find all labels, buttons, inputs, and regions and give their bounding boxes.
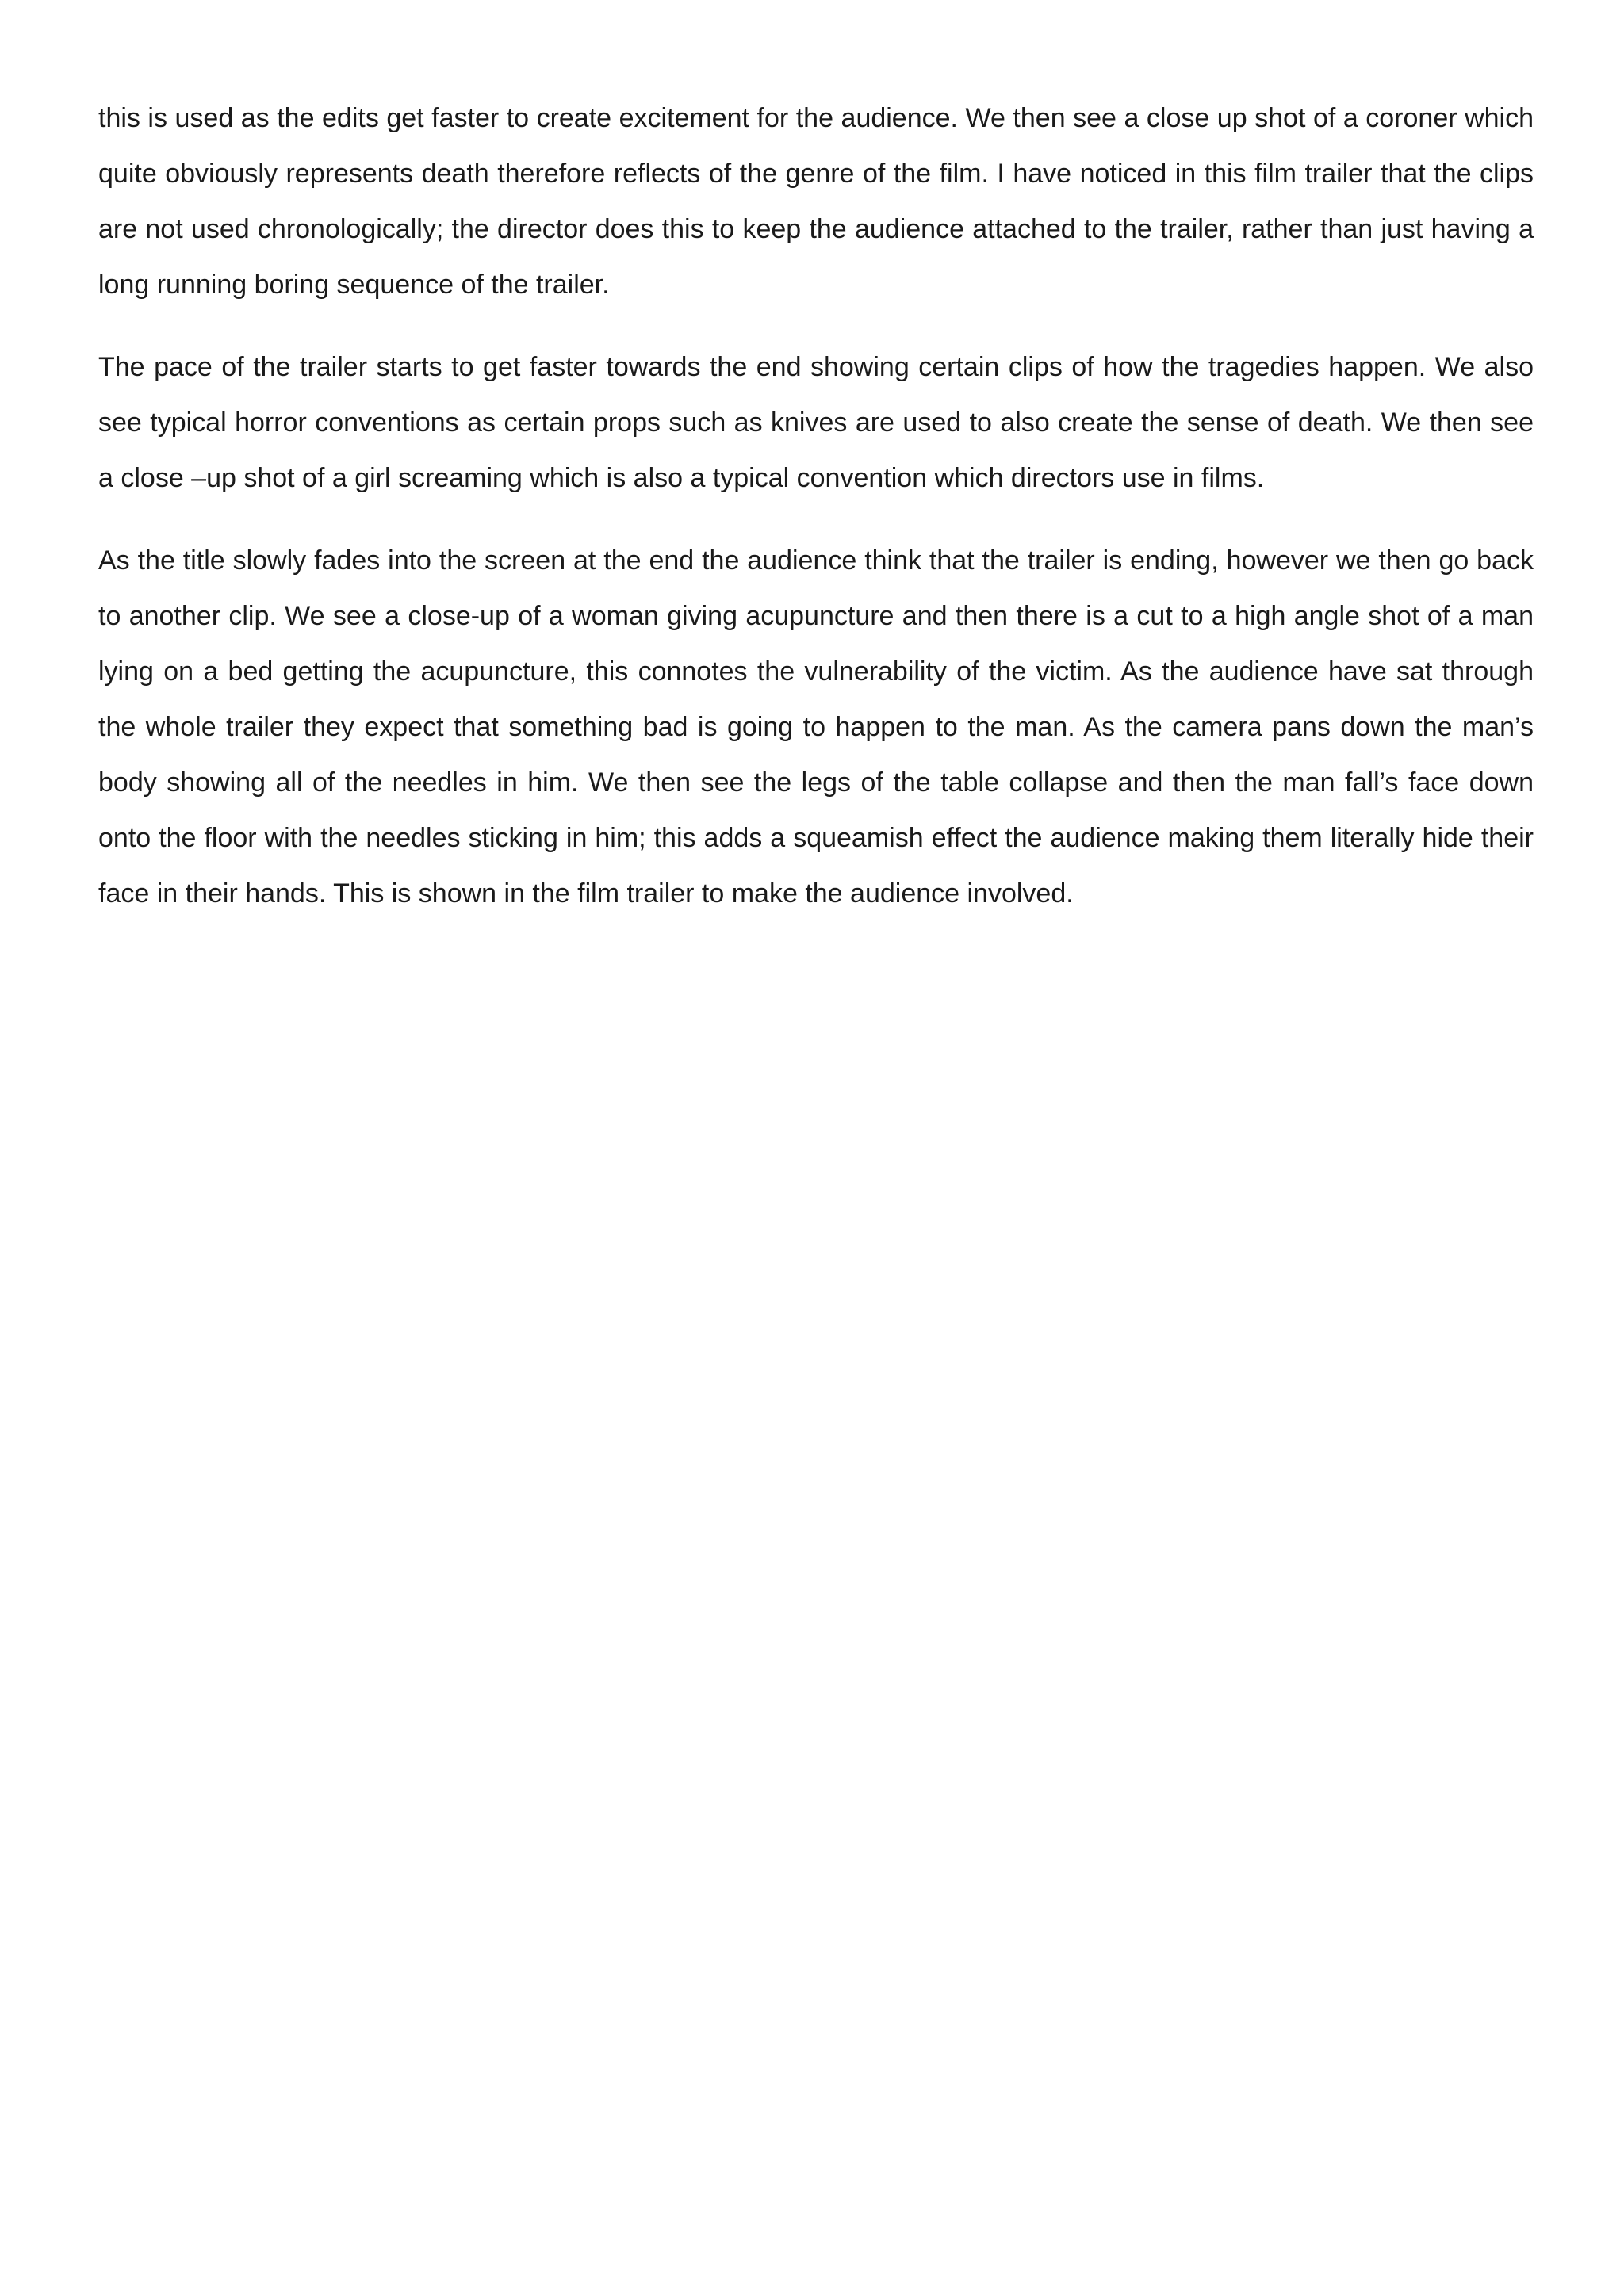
paragraph-3: As the title slowly fades into the screen at the end the audience think that the trailer is ending, however we then go back to another clip. We see a close-up of a woman giving acupuncture and then there is a cut to a high angle shot of a man lying on a bed getting the acupuncture, this connotes the vulnerability of the victim. As the audience have sat through the whole trailer they expect that something bad is going to happen to the man. As the camera pans down the man’s body showing all of the needles in him. We then see the legs of the table collapse and then the man fall’s face down onto the floor with the needles sticking in him; this adds a squeamish effect the audience making them literally hide their face in their hands. This is shown in the film trailer to make the audience involved.	[98, 545, 1534, 909]
paragraph-1: this is used as the edits get faster to create excitement for the audience. We then see a close up shot of a coroner which quite obviously represents death therefore reflects of the genre of the film. I have noticed in this film trailer that the clips are not used chronologically; the director does this to keep the audience attached to the trailer, rather than just having a long running boring sequence of the trailer.	[98, 103, 1534, 300]
paragraph-2: The pace of the trailer starts to get faster towards the end showing certain clips of how the tragedies happen. We also see typical horror conventions as certain props such as knives are used to also create the sense of death. We then see a close –up shot of a girl screaming which is also a typical convention which directors use in films.	[98, 352, 1534, 493]
body-text	[98, 90, 1534, 948]
